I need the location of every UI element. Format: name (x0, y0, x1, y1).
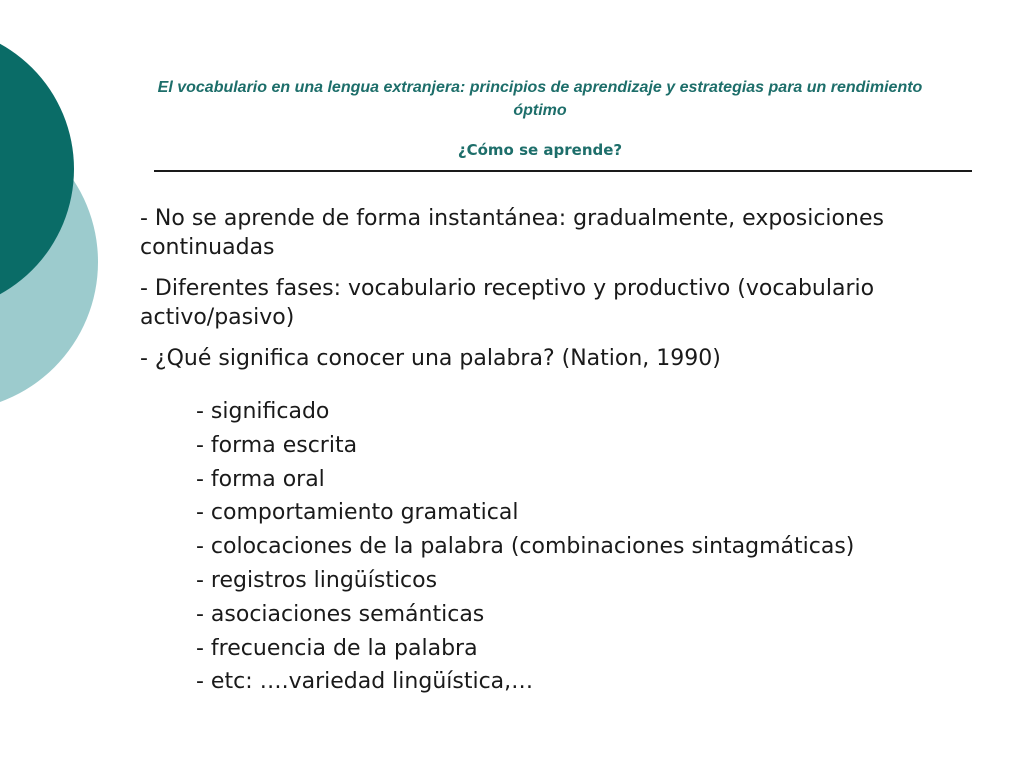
bullet-point: - No se aprende de forma instantánea: gradualmente, exposiciones continuadas (140, 206, 884, 260)
sub-list-item: - forma escrita (196, 432, 358, 458)
sub-list-item: - colocaciones de la palabra (combinaciones sintagmáticas) (196, 534, 855, 560)
sub-list-item: - significado (196, 399, 330, 424)
sub-list-item: - registros lingüísticos (196, 567, 438, 593)
sub-list-item: - etc: ….variedad lingüística,… (196, 669, 534, 695)
bullet-point: - Diferentes fases: vocabulario receptivo y productivo (vocabulario activo/pasivo) (140, 276, 875, 330)
sub-list-item: - frecuencia de la palabra (196, 635, 478, 661)
header-divider (154, 170, 972, 172)
sub-list-item: - asociaciones semánticas (196, 601, 485, 627)
sub-list-item: - comportamiento gramatical (196, 500, 519, 526)
slide-body (140, 204, 980, 699)
sub-list-item: - forma oral (196, 466, 325, 492)
word-knowledge-list (140, 395, 980, 699)
slide-header-title: El vocabulario en una lengua extranjera: principios de aprendizaje y estrategias para un rendimiento óptimo (157, 79, 923, 119)
bullet-point: - ¿Qué significa conocer una palabra? (Nation, 1990) (140, 346, 721, 371)
slide-section-title: ¿Cómo se aprende? (457, 141, 623, 159)
